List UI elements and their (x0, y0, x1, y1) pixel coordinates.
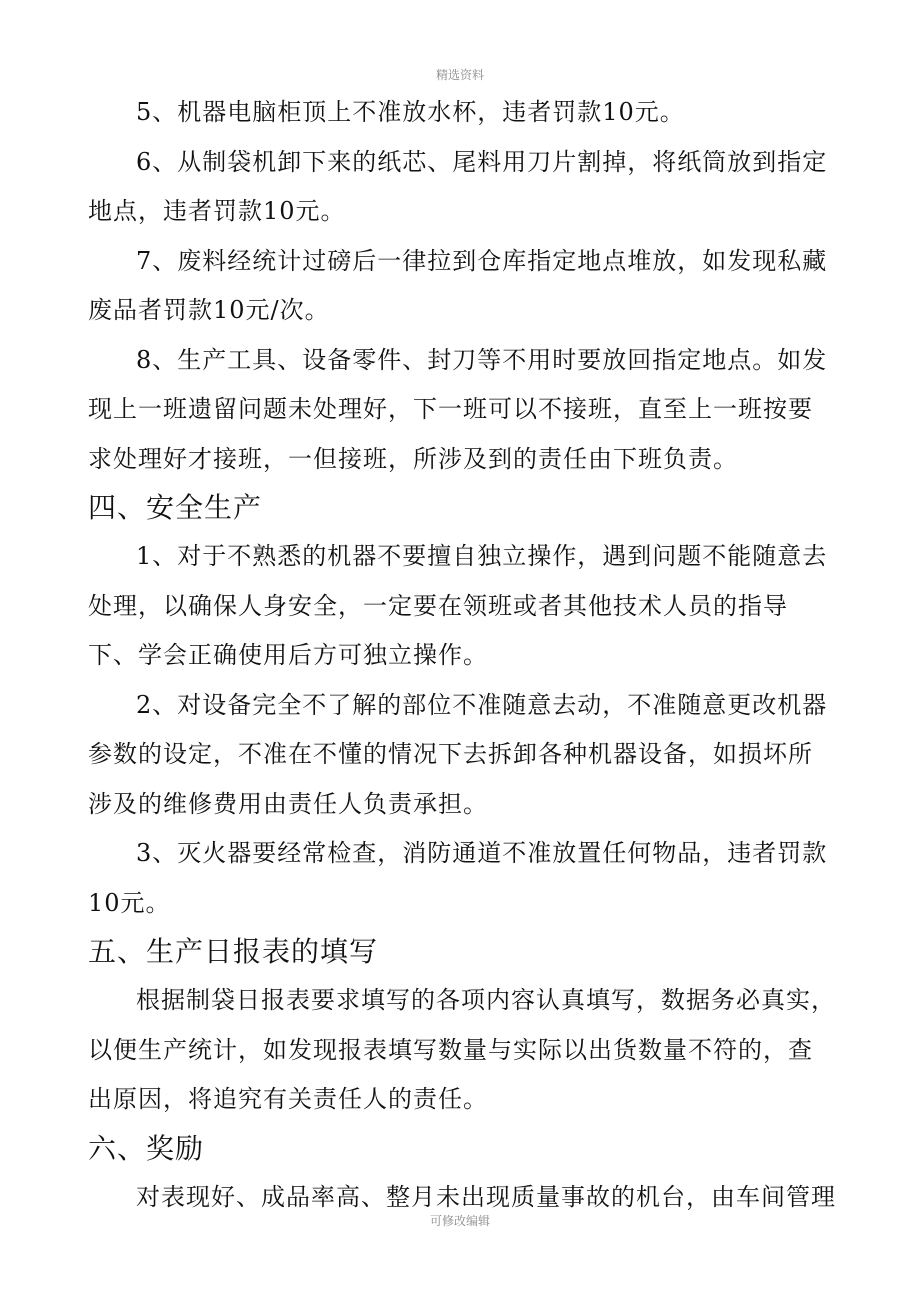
section-heading: 六、奖励 (88, 1131, 205, 1165)
paragraph: 1、对于不熟悉的机器不要擅自独立操作，遇到问题不能随意去处理，以确保人身安全，一定要在领班或者其他技术人员的指导下、学会正确使用后方可独立操作。 (88, 542, 828, 669)
paragraph: 5、机器电脑柜顶上不准放水杯，违者罚款10元。 (136, 98, 685, 126)
paragraph: 6、从制袋机卸下来的纸芯、尾料用刀片割掉，将纸筒放到指定地点，违者罚款10元。 (88, 147, 828, 225)
paragraph: 2、对设备完全不了解的部位不准随意去动，不准随意更改机器参数的设定，不准在不懂的情况下去拆卸各种机器设备，如损坏所涉及的维修费用由责任人负责承担。 (88, 690, 828, 818)
paragraph: 8、生产工具、设备零件、封刀等不用时要放回指定地点。如发现上一班遗留问题未处理好，下一班可以不接班，直至上一班按要求处理好才接班，一但接班，所涉及到的责任由下班负责。 (88, 345, 828, 473)
page-footer: 可修改编辑 (429, 1214, 490, 1228)
section-heading: 四、安全生产 (88, 491, 263, 524)
document-body (88, 88, 836, 1222)
paragraph: 3、灭火器要经常检查，消防通道不准放置任何物品，违者罚款10元。 (88, 839, 828, 917)
section-heading: 五、生产日报表的填写 (88, 935, 379, 968)
paragraph: 对表现好、成品率高、整月未出现质量事故的机台，由车间管理 (136, 1182, 836, 1211)
paragraph: 根据制袋日报表要求填写的各项内容认真填写，数据务必真实，以便生产统计，如发现报表填写数量与实际以出货数量不符的，查出原因，将追究有关责任人的责任。 (88, 986, 836, 1113)
page-header: 精选资料 (435, 68, 484, 82)
paragraph: 7、废料经统计过磅后一律拉到仓库指定地点堆放，如发现私藏废品者罚款10元/次。 (88, 246, 828, 324)
